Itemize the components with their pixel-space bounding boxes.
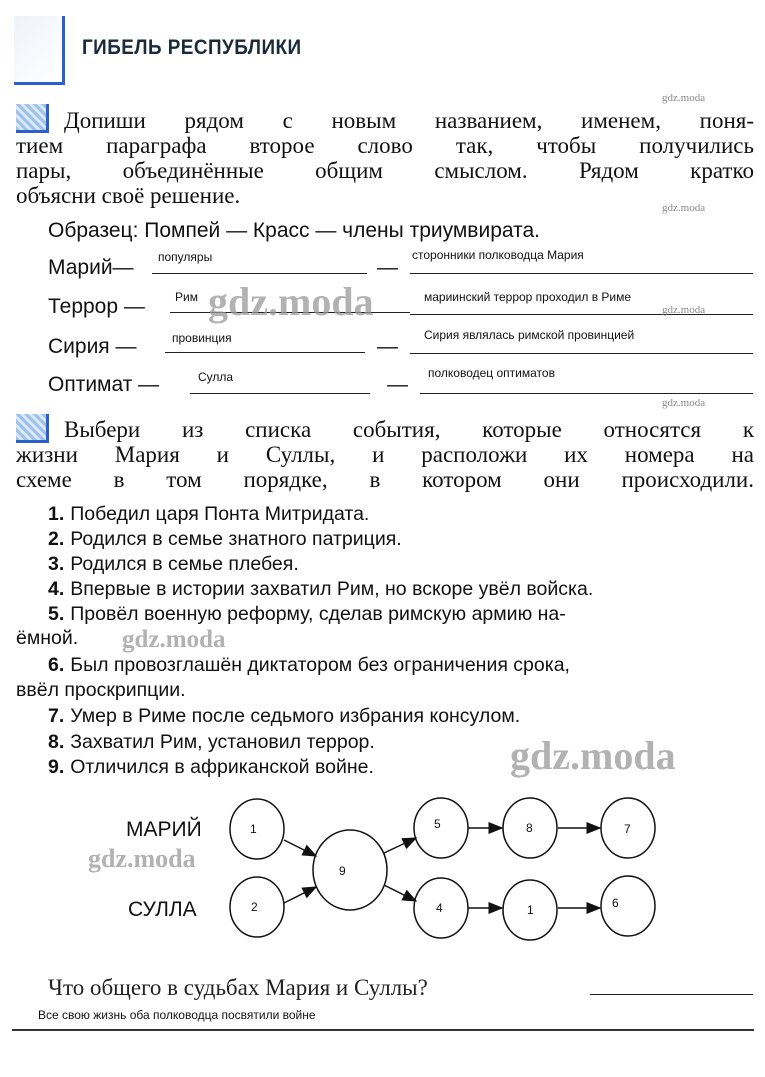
page-title: ГИБЕЛЬ РЕСПУБЛИКИ [82, 36, 302, 59]
answer-field[interactable]: Рим [175, 290, 198, 304]
term-syria: Сирия — [48, 335, 137, 358]
task2-text-line: жизни Мария и Суллы, и расположи их номера на [16, 442, 754, 467]
answer-line [165, 352, 365, 353]
event-item [48, 553, 299, 576]
answer-line [12, 1029, 754, 1031]
task2-text-line: схеме в том порядке, в котором они происходили. [16, 467, 754, 492]
task1-text-line: пары, объединённые общим смыслом. Рядом кратко [16, 158, 754, 183]
event-item [48, 528, 402, 551]
event-text: Впервые в истории захватил Рим, но вскоре увёл войска. [70, 578, 594, 600]
circle-node [601, 876, 655, 936]
chapter-logo [14, 16, 65, 85]
arrow [384, 885, 416, 901]
term-optimat: Оптимат — [48, 373, 160, 396]
node-value[interactable]: 1 [527, 903, 534, 917]
watermark: gdz.moda [88, 844, 196, 873]
node-value[interactable]: 7 [624, 822, 631, 836]
event-text: Победил царя Понта Митридата. [70, 503, 370, 525]
term-terror: Террор — [48, 295, 145, 318]
watermark: gdz.moda [662, 304, 706, 316]
event-text: Провёл военную реформу, сделав римскую армию на- [70, 603, 566, 625]
event-text: Был провозглашён диктатором без ограничения срока, [70, 654, 570, 676]
task1-text-line: объясни своё решение. [16, 183, 241, 208]
task-icon [16, 104, 49, 133]
event-number: 9. [48, 756, 65, 778]
answer-field[interactable]: Сирия являлась римской провинцией [424, 328, 635, 342]
node-value[interactable]: 5 [434, 817, 441, 831]
circle-node [414, 798, 468, 858]
event-number: 7. [48, 705, 65, 727]
watermark: gdz.moda [510, 733, 676, 778]
dash: — [377, 335, 398, 358]
event-text: Захватил Рим, установил террор. [70, 731, 375, 753]
node-value[interactable]: 1 [250, 822, 257, 836]
event-number: 4. [48, 578, 65, 600]
event-item [48, 705, 520, 728]
event-text: Родился в семье плебея. [70, 553, 299, 575]
watermark: gdz.moda [662, 202, 706, 214]
answer-line [410, 353, 753, 354]
example-text: Образец: Помпей — Красс — члены триумвирата. [48, 219, 540, 242]
event-item [48, 603, 566, 626]
node-value[interactable]: 9 [339, 864, 346, 878]
task1-text-line: Допиши рядом с новым названием, именем, поня- [64, 108, 754, 133]
arrow [284, 840, 316, 856]
node-value[interactable]: 8 [526, 821, 533, 835]
watermark: gdz.moda [122, 626, 226, 653]
event-number: 5. [48, 603, 65, 625]
event-item [48, 756, 374, 779]
answer-line [190, 393, 370, 394]
circle-node [313, 830, 387, 910]
question-text: Что общего в судьбах Мария и Суллы? [48, 975, 428, 1000]
event-number: 1. [48, 503, 65, 525]
event-number: 6. [48, 654, 65, 676]
node-value[interactable]: 4 [436, 901, 443, 915]
node-value[interactable]: 2 [251, 900, 258, 914]
label-marius: МАРИЙ [126, 818, 202, 841]
dash: — [387, 373, 408, 396]
circle-node [230, 799, 284, 859]
term-marius: Марий— [48, 256, 134, 279]
label-sulla: СУЛЛА [128, 898, 197, 921]
event-item [48, 731, 375, 754]
event-number: 8. [48, 731, 65, 753]
dash: — [377, 256, 398, 279]
watermark: gdz.moda [208, 279, 374, 324]
answer-field[interactable]: провинция [172, 331, 232, 345]
answer-field[interactable]: популяры [158, 250, 213, 264]
arrow [284, 887, 316, 903]
node-value[interactable]: 6 [612, 896, 619, 910]
task2-text-line: Выбери из списка события, которые относятся к [64, 417, 754, 442]
answer-field[interactable]: сторонники полководца Мария [412, 248, 584, 262]
event-text: Отличился в африканской войне. [70, 756, 374, 778]
answer-field[interactable]: Сулла [198, 370, 234, 384]
event-item [48, 503, 369, 526]
answer-field[interactable]: полководец оптиматов [428, 366, 555, 380]
answer-line [152, 273, 367, 274]
task1-text-line: тием параграфа второе слово так, чтобы получились [16, 133, 754, 158]
event-text-cont: ввёл проскрипции. [16, 679, 186, 701]
event-text-cont: ёмной. [16, 627, 79, 649]
event-number: 3. [48, 553, 65, 575]
answer-line [410, 273, 753, 274]
event-text: Умер в Риме после седьмого избрания консулом. [70, 705, 521, 727]
watermark: gdz.moda [662, 92, 706, 104]
task-icon [16, 414, 49, 443]
watermark: gdz.moda [662, 397, 706, 409]
answer-field[interactable]: мариинский террор проходил в Риме [424, 290, 632, 304]
arrow [384, 838, 416, 853]
event-item [48, 654, 570, 677]
event-item [48, 578, 593, 601]
answer-line [420, 393, 753, 394]
event-text: Родился в семье знатного патриция. [70, 528, 402, 550]
event-number: 2. [48, 528, 65, 550]
answer-line [590, 994, 753, 995]
answer-field[interactable]: Все свою жизнь оба полководца посвятили войне [38, 1008, 316, 1022]
